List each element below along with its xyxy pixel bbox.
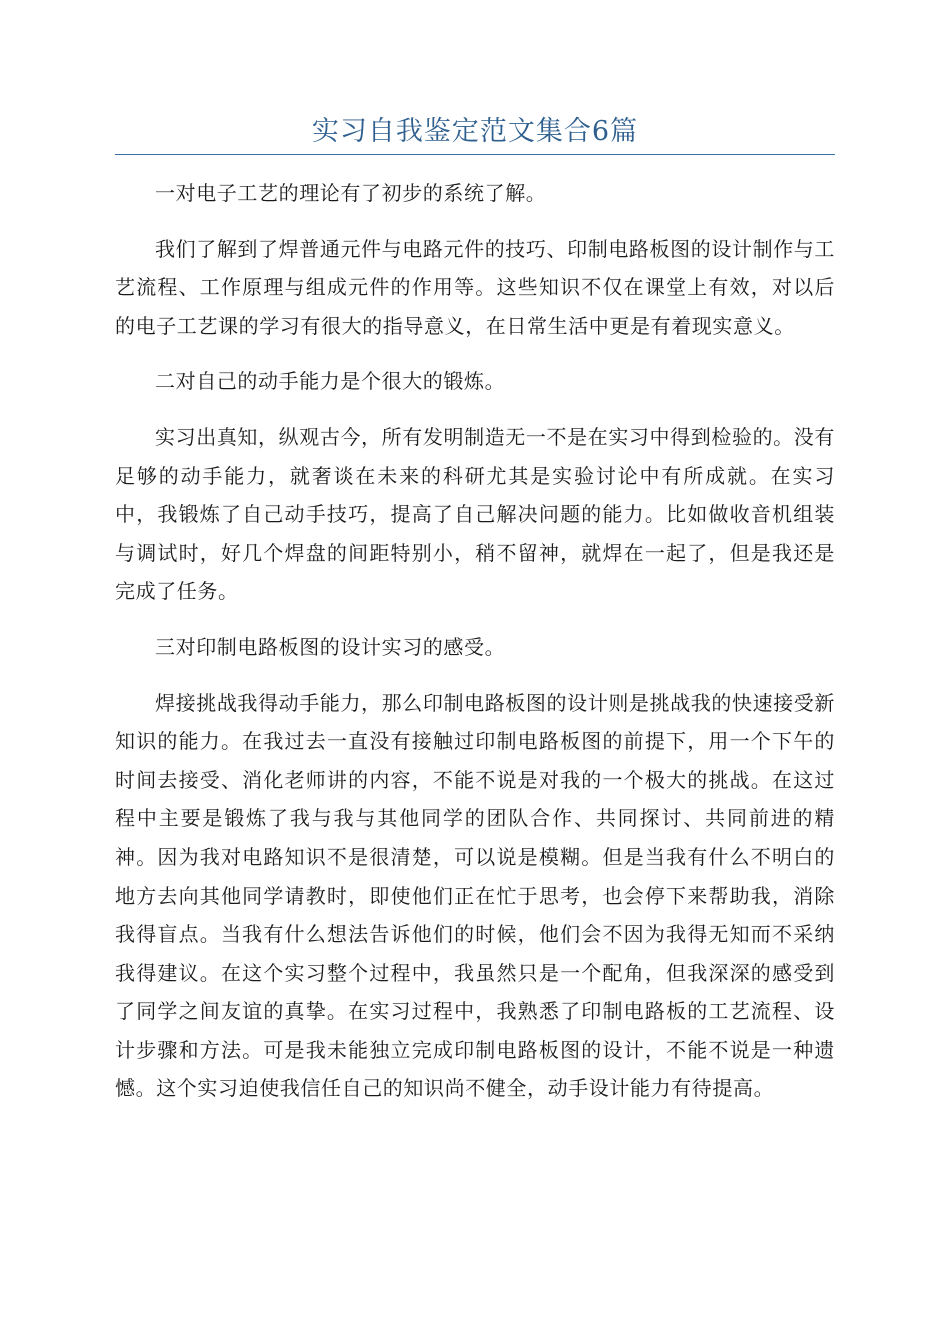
- paragraph-4: 实习出真知，纵观古今，所有发明制造无一不是在实习中得到检验的。没有足够的动手能力，就奢谈在未来的科研尤其是实验讨论中有所成就。在实习中，我锻炼了自己动手技巧，提高了自己解决问题的能力。比如做收音机组装与调试时，好几个焊盘的间距特别小，稍不留神，就焊在一起了，但是我还是完成了任务。: [115, 424, 835, 604]
- paragraph-1: 一对电子工艺的理论有了初步的系统了解。: [155, 181, 547, 205]
- document-title: 实习自我鉴定范文集合6篇: [311, 116, 639, 147]
- title-underline: [115, 154, 835, 155]
- paragraph-2: 我们了解到了焊普通元件与电路元件的技巧、印制电路板图的设计制作与工艺流程、工作原理与组成元件的作用等。这些知识不仅在课堂上有效，对以后的电子工艺课的学习有很大的指导意义，在日常生活中更是有着现实意义。: [115, 236, 835, 338]
- paragraph-6: 焊接挑战我得动手能力，那么印制电路板图的设计则是挑战我的快速接受新知识的能力。在我过去一直没有接触过印制电路板图的前提下，用一个下午的时间去接受、消化老师讲的内容，不能不说是对我的一个极大的挑战。在这过程中主要是锻炼了我与我与其他同学的团队合作、共同探讨、共同前进的精神。因为我对电路知识不是很清楚，可以说是模糊。但是当我有什么不明白的地方去向其他同学请教时，即使他们正在忙于思考，也会停下来帮助我，消除我得盲点。当我有什么想法告诉他们的时候，他们会不因为我得无知而不采纳我得建议。在这个实习整个过程中，我虽然只是一个配角，但我深深的感受到了同学之间友谊的真挚。在实习过程中，我熟悉了印制电路板的工艺流程、设计步骤和方法。可是我未能独立完成印制电路板图的设计，不能不说是一种遗憾。这个实习迫使我信任自己的知识尚不健全，动手设计能力有待提高。: [115, 690, 835, 1101]
- paragraph-5: 三对印制电路板图的设计实习的感受。: [155, 634, 506, 659]
- document-body: [115, 174, 835, 1125]
- paragraph-3: 二对自己的动手能力是个很大的锻炼。: [155, 369, 506, 394]
